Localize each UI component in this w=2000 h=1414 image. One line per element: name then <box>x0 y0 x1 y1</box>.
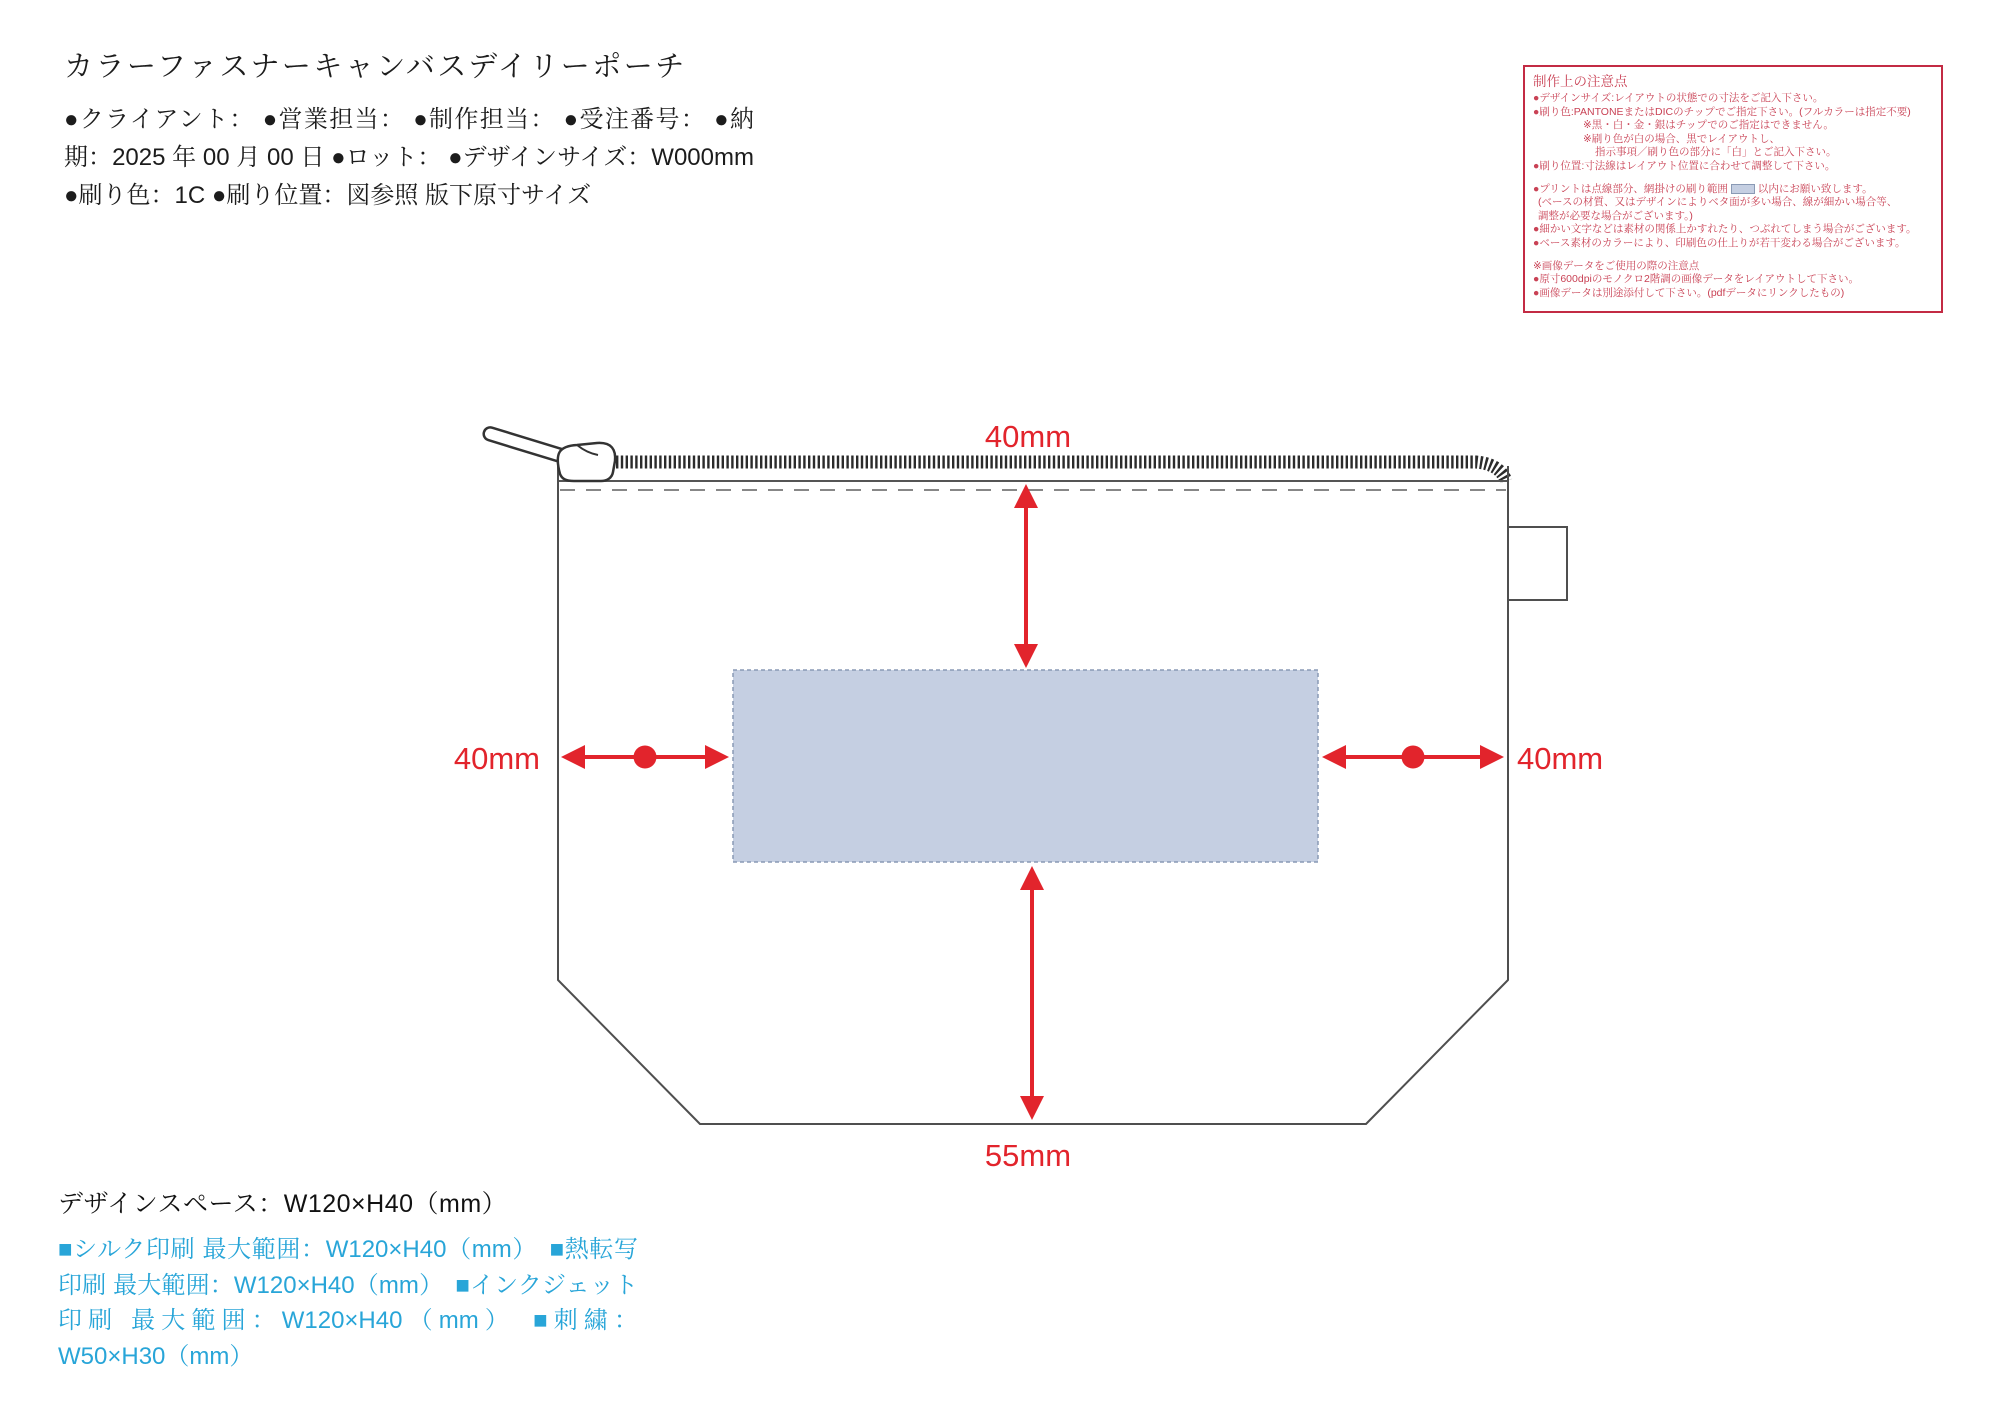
dim-label-bottom: 55mm <box>984 1138 1072 1173</box>
note-line: ※黒・白・金・銀はチップでのご指定はできません。 <box>1583 119 1834 132</box>
dim-arrow-left <box>561 745 729 769</box>
side-tab <box>1508 527 1567 600</box>
note-line: ●デザインサイズ:レイアウトの状態での寸法をご記入下さい。 <box>1533 92 1824 104</box>
note-line: ●細かい文字などは素材の関係上かすれたり、つぶれてしまう場合がございます。 <box>1533 223 1917 236</box>
note-line: ●刷り色:PANTONEまたはDICのチップでご指定下さい。(フルカラーは指定不要) <box>1533 105 1911 118</box>
design-space-text: デザインスペース：W120×H40（mm） <box>58 1190 508 1218</box>
note-line: ●原寸600dpiのモノクロ2階調の画像データをレイアウトして下さい。 <box>1533 273 1859 286</box>
note-line: ●刷り位置:寸法線はレイアウト位置に合わせて調整して下さい。 <box>1533 159 1836 172</box>
dim-label-left: 40mm <box>453 741 540 776</box>
note-line: 調整が必要な場合がございます。) <box>1538 209 1693 222</box>
note-line: 指示事項／刷り色の部分に「白」とご記入下さい。 <box>1595 146 1837 159</box>
dim-arrow-right <box>1322 745 1504 769</box>
zipper-slider-icon <box>558 443 615 481</box>
zipper-teeth <box>568 462 1506 481</box>
dim-arrow-bottom <box>1020 866 1044 1120</box>
print-methods-text: ■シルク印刷 最大範囲：W120×H40（mm） ■熱転写印刷 最大範囲：W120×H40（mm） ■インクジェット印刷 最大範囲：W120×H40（mm） ■刺繍：W50×H30（mm） <box>58 1236 638 1370</box>
note-line: ●画像データは別途添付して下さい。(pdfデータにリンクしたもの) <box>1533 286 1845 299</box>
dim-label-top: 40mm <box>984 419 1072 454</box>
dim-dot-left <box>634 746 657 769</box>
product-title: カラーファスナーキャンバスデイリーポーチ <box>64 51 687 83</box>
dim-label-right: 40mm <box>1517 741 1604 776</box>
footer <box>58 1184 638 1374</box>
note-image-heading: ※画像データをご使用の際の注意点 <box>1533 259 1700 272</box>
print-area <box>733 670 1318 862</box>
note-line: (ベースの材質、又はデザインによりベタ面が多い場合、線が細かい場合等、 <box>1538 196 1898 209</box>
notes-heading: 制作上の注意点 <box>1533 74 1628 89</box>
dim-dot-right <box>1402 746 1425 769</box>
note-line: ●ベース素材のカラーにより、印刷色の仕上りが若干変わる場合がございます。 <box>1533 236 1906 249</box>
note-print-range-before: ●プリントは点線部分、網掛けの刷り範囲 <box>1533 182 1728 195</box>
note-line: ※刷り色が白の場合、黒でレイアウトし、 <box>1583 132 1780 145</box>
order-meta-text: ●クライアント： ●営業担当： ●制作担当： ●受注番号： ●納期：2025 年 00 月 00 日 ●ロット： ●デザインサイズ：W000mm ●刷り色：1C ●刷り位置：図参照 版下原寸サイズ <box>64 106 754 209</box>
note-print-range-after: 以内にお願い致します。 <box>1757 182 1873 195</box>
dim-arrow-top <box>1014 484 1038 668</box>
